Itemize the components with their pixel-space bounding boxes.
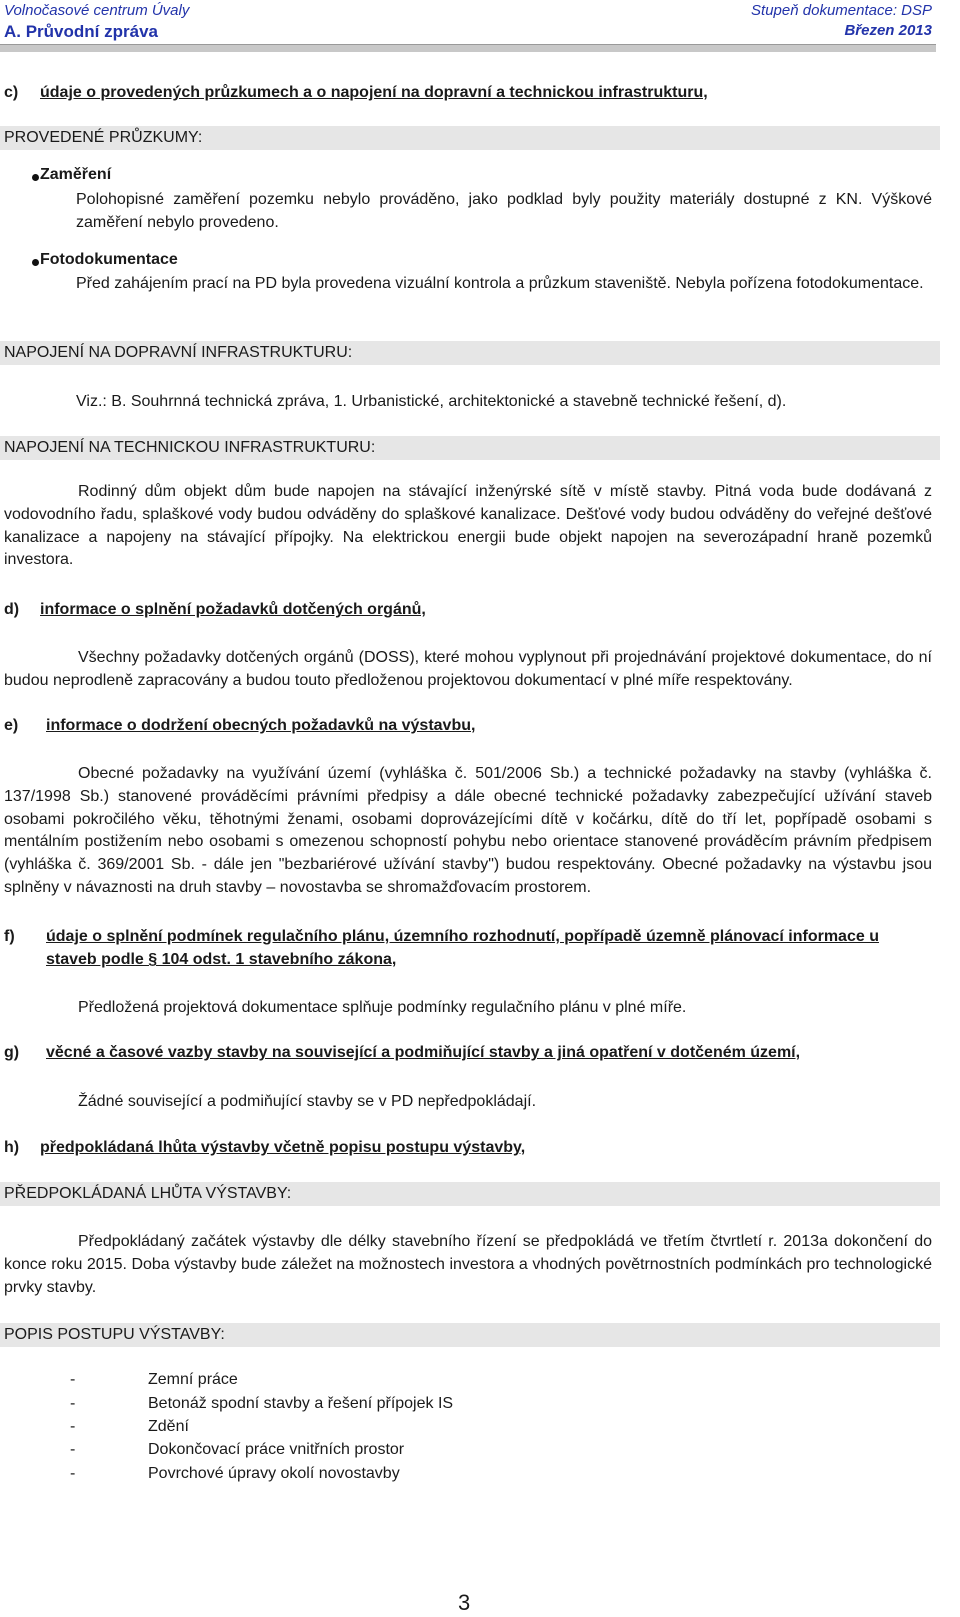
list-item: Zdění — [148, 1418, 189, 1435]
section-f-title-line2: staveb podle § 104 odst. 1 stavebního zákona, — [46, 951, 397, 968]
band-construction-term: PŘEDPOKLÁDANÁ LHŮTA VÝSTAVBY: — [0, 1182, 940, 1206]
section-c-title: údaje o provedených průzkumech a o napojení na dopravní a technickou infrastrukturu, — [40, 84, 708, 101]
section-d-title: informace o splnění požadavků dotčených orgánů, — [40, 601, 426, 618]
section-f-letter: f) — [4, 928, 15, 945]
section-f-title-line1: údaje o splnění podmínek regulačního plánu, územního rozhodnutí, popřípadě územně plánovací informace u — [46, 928, 879, 945]
section-h-letter: h) — [4, 1139, 20, 1156]
section-g-letter: g) — [4, 1044, 20, 1061]
section-g-title: věcné a časové vazby stavby na související a podmiňující stavby a jiná opatření v dotčeném území, — [46, 1044, 801, 1061]
section-f-text: Předložená projektová dokumentace splňuje podmínky regulačního plánu v plné míře. — [78, 999, 687, 1016]
header-row-2 — [4, 22, 932, 42]
section-h-title: předpokládaná lhůta výstavby včetně popisu postupu výstavby, — [40, 1139, 526, 1156]
band-surveys: PROVEDENÉ PRŮZKUMY: — [0, 126, 940, 150]
documentation-stage: Stupeň dokumentace: DSP — [751, 2, 932, 19]
section-g-text: Žádné související a podmiňující stavby se v PD nepředpokládají. — [78, 1093, 537, 1110]
bullet-icon — [32, 259, 39, 266]
list-item: Dokončovací práce vnitřních prostor — [148, 1441, 405, 1458]
technical-text: Rodinný dům objekt dům bude napojen na stávající inženýrské sítě v místě stavby. Pitná voda bude dodávaná z vodovodního řadu, splaškové vody budou odváděny do splaškové kanalizace. Dešťové vody budou odváděny do veřejné dešťové kanalizace a napojeny na stávající přípojky. Na elektrickou energii bude objekt napojen na severozápadní hraně pozemků investora. — [4, 483, 932, 569]
document-section: A. Průvodní zpráva — [4, 22, 158, 41]
section-d-text: Všechny požadavky dotčených orgánů (DOSS), které mohou vyplynout při projednávání projektové dokumentace, do ní budou neprodleně zapracovány a budou touto předloženou projektovou dokumentací v plné míře respektovány. — [4, 649, 932, 689]
bullet-title-zamereni: Zaměření — [40, 166, 112, 183]
band-technical: NAPOJENÍ NA TECHNICKOU INFRASTRUKTURU: — [0, 436, 940, 460]
bullet-text-fotodokumentace: Před zahájením prací na PD byla provedena vizuální kontrola a průzkum staveniště. Nebyla pořízena fotodokumentace. — [76, 275, 924, 292]
section-c-letter: c) — [4, 84, 19, 101]
document-date: Březen 2013 — [844, 22, 932, 39]
list-dash: - — [70, 1441, 76, 1458]
section-e-title: informace o dodržení obecných požadavků na výstavbu, — [46, 717, 476, 734]
band-construction-procedure: POPIS POSTUPU VÝSTAVBY: — [0, 1323, 940, 1347]
list-item: Betonáž spodní stavby a řešení přípojek IS — [148, 1395, 454, 1412]
section-e-letter: e) — [4, 717, 19, 734]
traffic-text: Viz.: B. Souhrnná technická zpráva, 1. Urbanistické, architektonické a stavebně technické řešení, d). — [76, 393, 787, 410]
list-item: Povrchové úpravy okolí novostavby — [148, 1465, 400, 1482]
band-traffic: NAPOJENÍ NA DOPRAVNÍ INFRASTRUKTURU: — [0, 341, 940, 365]
construction-term-text: Předpokládaný začátek výstavby dle délky stavebního řízení se předpokládá ve třetím čtvrtletí r. 2013a dokončení do konce roku 2015. Doba výstavby bude záležet na možnostech investora a vhodných povětrnostních podmínkách pro technologické prvky stavby. — [4, 1233, 932, 1296]
section-d-letter: d) — [4, 601, 20, 618]
list-item: Zemní práce — [148, 1371, 238, 1388]
list-dash: - — [70, 1465, 76, 1482]
bullet-title-fotodokumentace: Fotodokumentace — [40, 251, 178, 268]
list-dash: - — [70, 1418, 76, 1435]
list-dash: - — [70, 1395, 76, 1412]
project-name: Volnočasové centrum Úvaly — [4, 2, 190, 19]
header-rule — [0, 44, 936, 52]
bullet-text-zamereni: Polohopisné zaměření pozemku nebylo prováděno, jako podklad byly použity materiály dostupné z KN. Výškové zaměření nebylo provedeno. — [76, 191, 932, 231]
section-e-text: Obecné požadavky na využívání území (vyhláška č. 501/2006 Sb.) a technické požadavky na stavby (vyhláška č. 137/1998 Sb.) stanovené prováděcími právními předpisy a dále obecné technické požadavky zabezpečující užívání staveb osobami pokročilého věku, těhotnými ženami, osobami doprovázejícími dítě v kočárku, dítě do tří let, popřípadě osobami s mentálním postižením nebo osobami s omezenou schopností pohybu nebo orientace stanovené prováděcím právním předpisem (vyhláška č. 369/2001 Sb. - dále jen "bezbariérové užívání stavby") budou respektovány. Obecné požadavky na výstavbu jsou splněny v návaznosti na druh stavby – novostavba se shromažďovacím prostorem. — [4, 765, 932, 896]
list-dash: - — [70, 1371, 76, 1388]
bullet-icon — [32, 174, 39, 181]
header-row-1 — [4, 2, 932, 19]
page-number: 3 — [458, 1590, 471, 1615]
